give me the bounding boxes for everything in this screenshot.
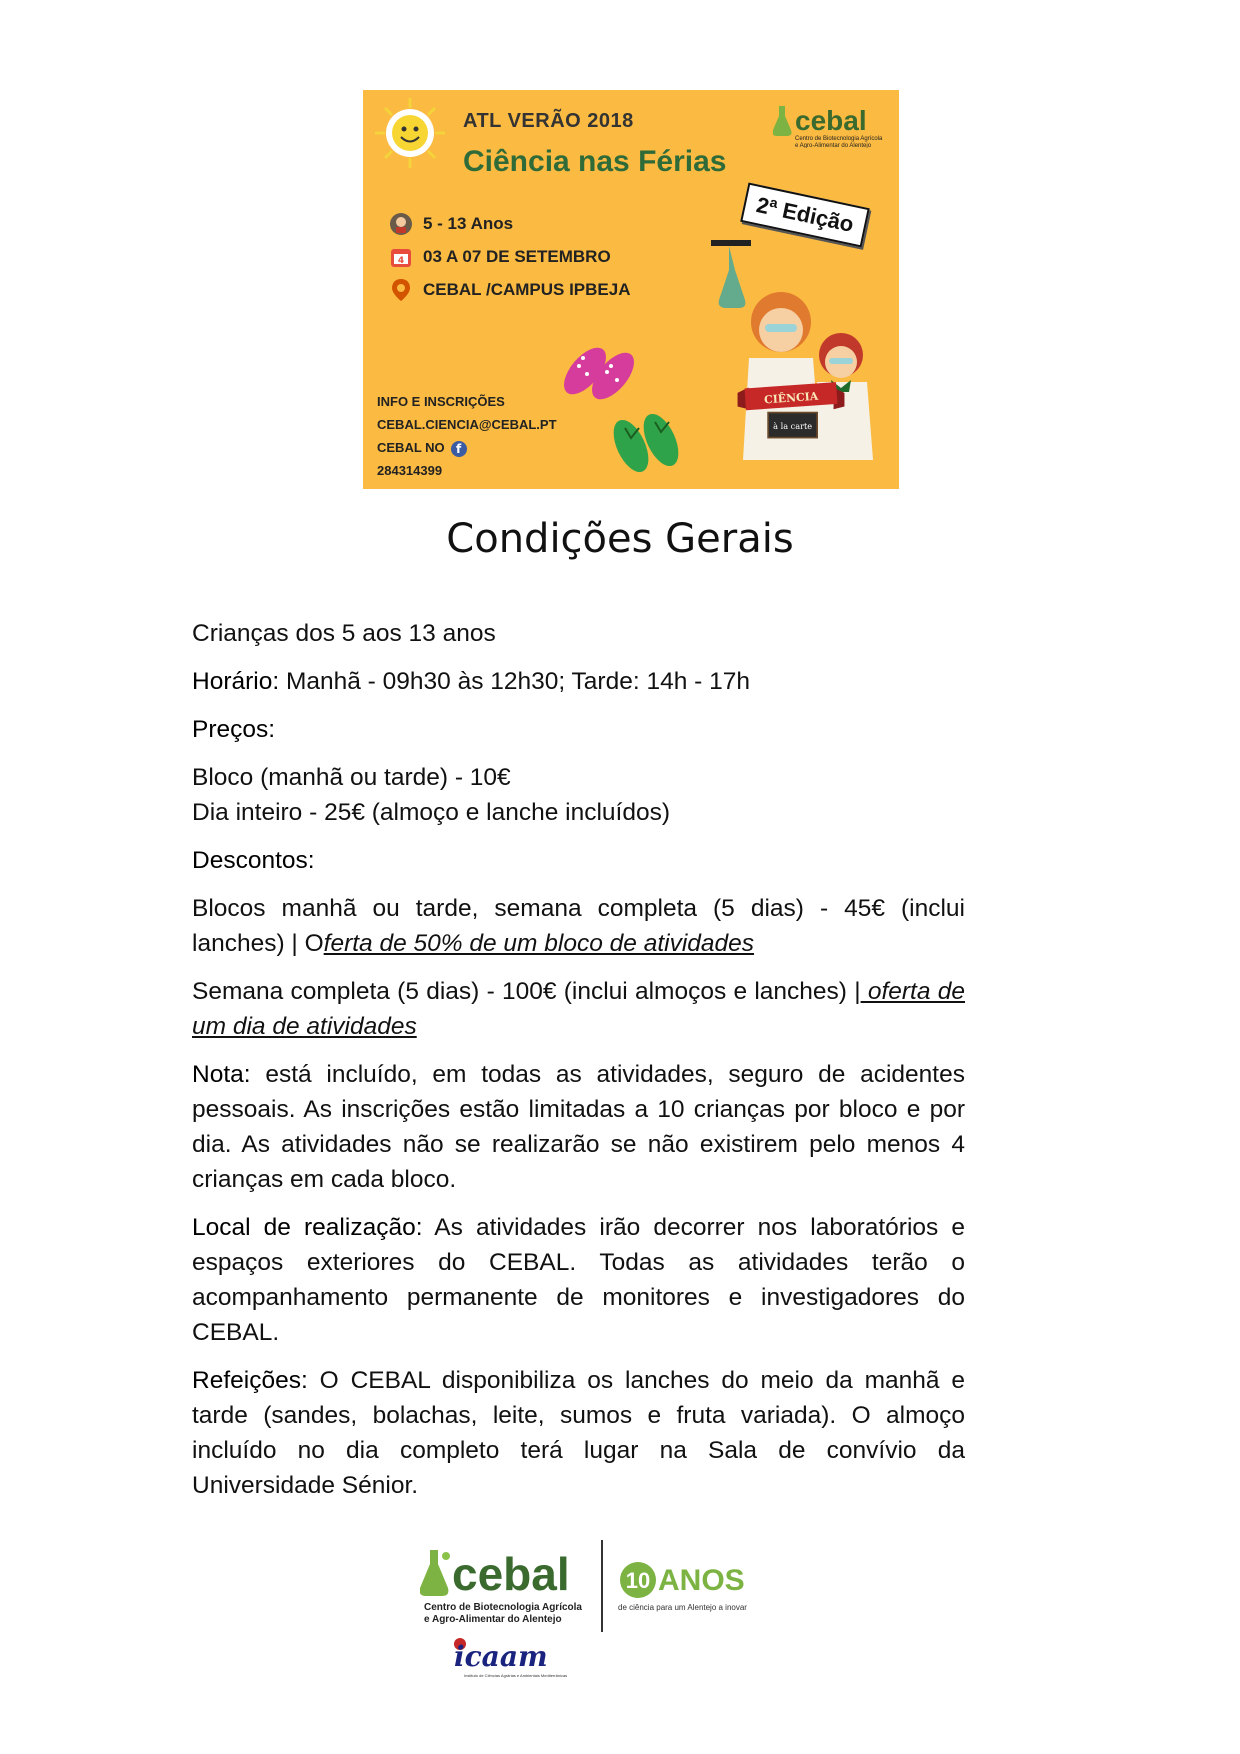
sun-icon	[373, 96, 447, 170]
location-pin-icon	[389, 278, 413, 302]
meals-paragraph	[192, 1363, 965, 1503]
discount-1-offer: ferta de 50% de um bloco de atividades	[323, 930, 755, 957]
dates-text: 03 A 07 DE SETEMBRO	[423, 247, 611, 266]
meals-label: Refeições:	[192, 1367, 308, 1394]
note-label: Nota:	[192, 1061, 251, 1088]
icaam-logo	[450, 1636, 580, 1680]
footer-logos	[420, 1540, 820, 1680]
cebal-no-text: CEBAL NO	[377, 440, 445, 455]
discounts-label: Descontos:	[192, 847, 315, 874]
poster-logo-text: cebal	[795, 105, 867, 136]
schedule-paragraph	[192, 664, 965, 699]
conditions-body	[192, 616, 965, 1516]
ciencia-banner	[693, 382, 889, 442]
icaam-sub: Instituto de Ciências Agrárias e Ambientais Mediterrânicas	[464, 1673, 568, 1678]
svg-text:Centro de Biotecnologia Agríco: Centro de Biotecnologia Agrícola	[795, 136, 883, 142]
info-phone: 284314399	[377, 463, 443, 478]
anos-number: 10	[625, 1568, 651, 1593]
price-block: Bloco (manhã ou tarde) - 10€	[192, 764, 511, 791]
dates-row	[389, 245, 611, 269]
discount-1-text: Blocos manhã ou tarde, semana completa (5 dias) - 45€ (inclui lanches) | O	[192, 895, 965, 957]
ages-row	[389, 212, 513, 236]
ages-text: 5 - 13 Anos	[423, 214, 514, 233]
footer-divider	[601, 1540, 603, 1632]
location-label: Local de realização:	[192, 1214, 423, 1241]
footer-cebal-text: cebal	[452, 1548, 570, 1600]
svg-text:e Agro-Alimentar do Alentejo: e Agro-Alimentar do Alentejo	[795, 143, 872, 148]
discount-2	[192, 974, 965, 1044]
ten-years-logo	[616, 1558, 786, 1618]
discount-2-text: Semana completa (5 dias) - 100€ (inclui almoços e lanches) |	[192, 978, 861, 1005]
info-title: INFO E INSCRIÇÕES	[377, 394, 505, 409]
location-text: CEBAL /CAMPUS IPBEJA	[423, 280, 631, 299]
poster-main-title: Ciência nas Férias	[463, 145, 727, 178]
location-paragraph-text: As atividades irão decorrer nos laboratórios e espaços exteriores do CEBAL. Todas as atividades terão o acompanhamento permanente de monitores e investigadores do CEBAL.	[192, 1214, 966, 1346]
note-text: está incluído, em todas as atividades, seguro de acidentes pessoais. As inscrições estão limitadas a 10 crianças por bloco e por dia. As atividades não se realizarão se não existirem pelo menos 4 crianças em cada bloco.	[192, 1061, 965, 1193]
svg-text:4: 4	[397, 256, 405, 266]
age-range-line: Crianças dos 5 aos 13 anos	[192, 620, 496, 647]
prices-list	[192, 760, 965, 830]
green-flipflops-icon	[603, 408, 693, 478]
anos-sub: de ciência para um Alentejo a inovar	[618, 1603, 747, 1612]
icaam-text: icaam	[454, 1640, 548, 1673]
cebal-logo	[773, 100, 883, 148]
note-paragraph	[192, 1057, 965, 1197]
chalkboard-text: à la carte	[773, 420, 813, 431]
poster-image	[363, 90, 899, 489]
location-row	[389, 278, 631, 302]
info-email: CEBAL.CIENCIA@CEBAL.PT	[377, 417, 557, 432]
page-title: Condições Gerais	[446, 516, 794, 562]
anos-text: ANOS	[658, 1564, 745, 1597]
footer-cebal-sub2: e Agro-Alimentar do Alentejo	[424, 1614, 562, 1625]
schedule-text: Manhã - 09h30 às 12h30; Tarde: 14h - 17h	[279, 668, 750, 695]
facebook-icon: f	[451, 441, 467, 457]
prices-label: Preços:	[192, 716, 276, 743]
footer-cebal-sub1: Centro de Biotecnologia Agrícola	[424, 1602, 582, 1613]
edition-badge: 2ª Edição	[740, 183, 870, 248]
price-full-day: Dia inteiro - 25€ (almoço e lanche incluídos)	[192, 799, 670, 826]
pink-flipflops-icon	[555, 338, 655, 404]
info-facebook-row	[377, 436, 557, 459]
location-paragraph	[192, 1210, 965, 1350]
poster-atl-title: ATL VERÃO 2018	[463, 110, 634, 132]
discount-2-offer: oferta de um dia de atividades	[192, 978, 965, 1040]
info-block	[377, 390, 557, 482]
discount-1	[192, 891, 965, 961]
banner-text: CIÊNCIA	[763, 389, 819, 407]
child-icon	[389, 212, 413, 236]
calendar-icon	[389, 245, 413, 269]
cebal-footer-logo	[420, 1544, 596, 1628]
schedule-label: Horário:	[192, 668, 280, 695]
meals-text: O CEBAL disponibiliza os lanches do meio da manhã e tarde (sandes, bolachas, leite, sumos e fruta variada). O almoço incluído no dia completo terá lugar na Sala de convívio da Universidade Sénior.	[192, 1367, 965, 1499]
